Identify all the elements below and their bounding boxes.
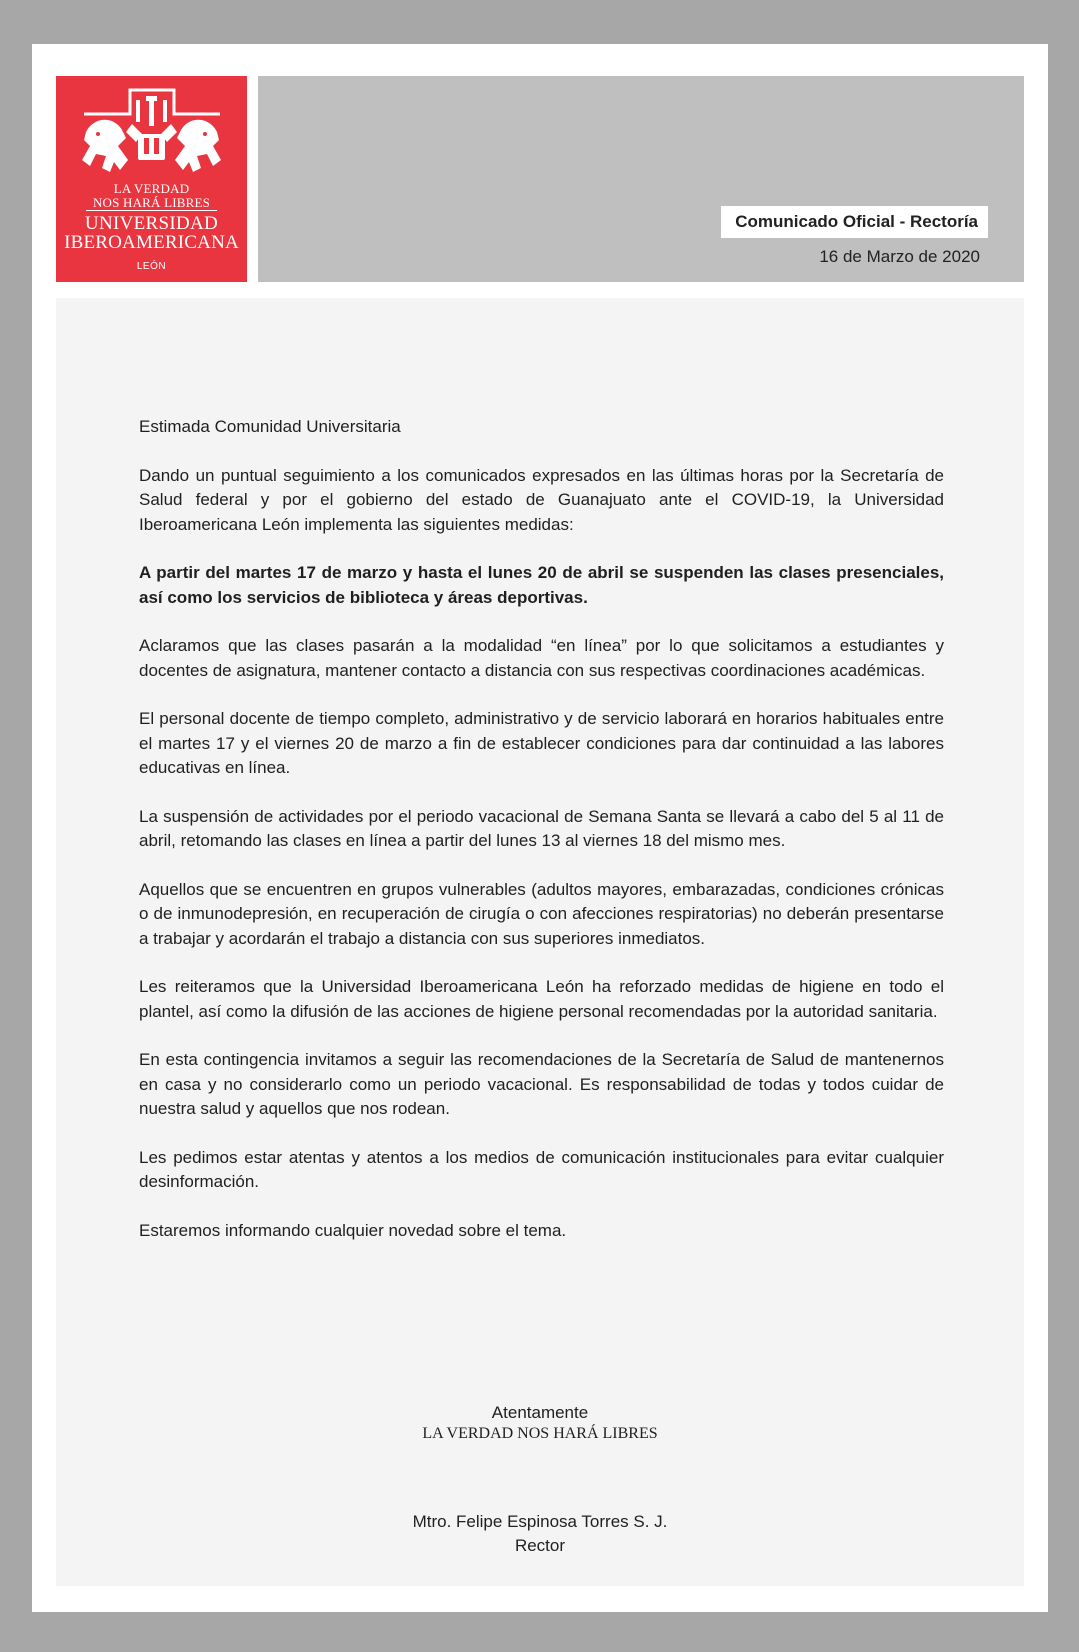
signature-block [56, 1510, 1024, 1558]
document-title: Comunicado Oficial - Rectoría [721, 206, 988, 238]
letter-panel [56, 298, 1024, 1586]
closing-block [56, 1402, 1024, 1444]
logo-divider [86, 210, 217, 211]
logo-university-line2: IBEROAMERICANA [64, 232, 239, 253]
letterhead [56, 76, 1024, 282]
paragraph-intro: Dando un puntual seguimiento a los comunicados expresados en las últimas horas por la Secretaría de Salud federal y por el gobierno del estado de Guanajuato ante el COVID-19, la Universidad Iberoamericana León implementa las siguientes medidas: [139, 465, 944, 534]
closing-motto: LA VERDAD NOS HARÁ LIBRES [422, 1425, 658, 1442]
greeting: Estimada Comunidad Universitaria [139, 417, 401, 436]
logo-university-line1: UNIVERSIDAD [84, 213, 219, 234]
paragraph-hygiene: Les reiteramos que la Universidad Iberoamericana León ha reforzado medidas de higiene en todo el plantel, así como la difusión de las acciones de higiene personal recomendadas por la autoridad sanitaria. [139, 977, 944, 1021]
document-date: 16 de Marzo de 2020 [819, 247, 980, 266]
logo-motto-line1: LA VERDAD [113, 181, 190, 196]
letter-body [139, 415, 944, 1243]
title-bar [258, 76, 1024, 282]
paragraph-vulnerable-groups: Aquellos que se encuentren en grupos vulnerables (adultos mayores, embarazadas, condiciones crónicas o de inmunodepresión, en recuperación de cirugía o con afecciones respiratorias) no deberán presentarse a trabajar y acordarán el trabajo a distancia con sus superiores inmediatos. [139, 879, 944, 948]
paragraph-online-classes: Aclaramos que las clases pasarán a la modalidad “en línea” por lo que solicitamos a estudiantes y docentes de asignatura, mantener contacto a distancia con sus respectivas coordinaciones académicas. [139, 636, 944, 680]
paragraph-holy-week: La suspensión de actividades por el periodo vacacional de Semana Santa se llevará a cabo del 5 al 11 de abril, retomando las clases en línea a partir del lunes 13 al viernes 18 del mismo mes. [139, 806, 944, 850]
paragraph-stay-home: En esta contingencia invitamos a seguir las recomendaciones de la Secretaría de Salud de mantenernos en casa y no considerarlo como un periodo vacacional. Es responsabilidad de todas y todos cuidar de nuestra salud y aquellos que nos rodean. [139, 1050, 944, 1118]
signer-name: Mtro. Felipe Espinosa Torres S. J. [412, 1512, 668, 1531]
logo-campus: LEÓN [136, 261, 167, 272]
logo-motto-line2: NOS HARÁ LIBRES [92, 195, 211, 210]
signer-title: Rector [514, 1536, 566, 1555]
paragraph-official-media: Les pedimos estar atentas y atentos a los medios de comunicación institucionales para evitar cualquier desinformación. [139, 1147, 944, 1191]
closing-salutation: Atentamente [491, 1403, 589, 1422]
paragraph-updates: Estaremos informando cualquier novedad sobre el tema. [139, 1220, 567, 1240]
paragraph-suspension-notice: A partir del martes 17 de marzo y hasta el lunes 20 de abril se suspenden las clases presenciales, así como los servicios de biblioteca y áreas deportivas. [139, 563, 944, 607]
university-logo [56, 76, 247, 282]
paragraph-staff-hours: El personal docente de tiempo completo, administrativo y de servicio laborará en horarios habituales entre el martes 17 y el viernes 20 de marzo a fin de establecer condiciones para dar continuidad a las labores educativas en línea. [139, 709, 944, 777]
